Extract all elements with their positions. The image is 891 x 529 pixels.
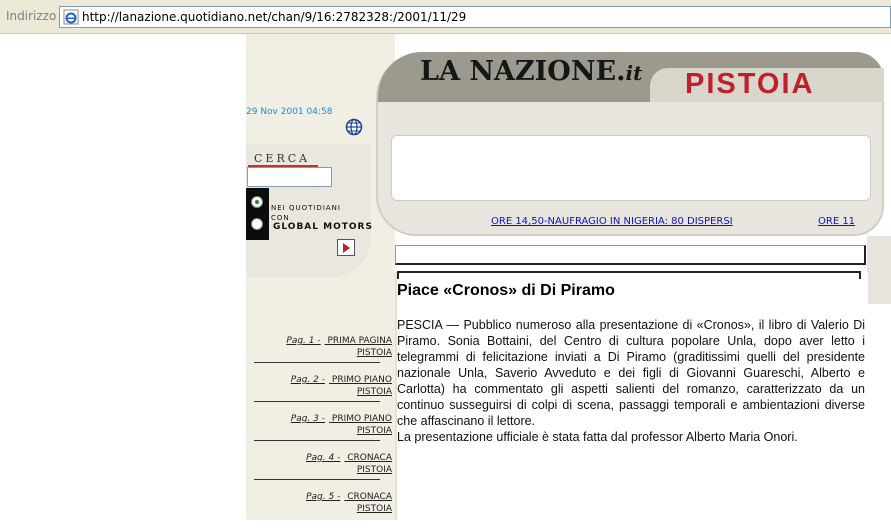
ticker-next-link[interactable]: ORE 11 [818, 216, 856, 227]
nav-item-pag4[interactable] [250, 451, 395, 490]
nav-divider [254, 479, 380, 480]
globe-icon[interactable] [345, 118, 363, 136]
nav-label-2: PISTOIA [356, 387, 392, 397]
radio-global-motors[interactable] [251, 218, 263, 230]
option-line2: CON [271, 214, 290, 222]
nav-item-pag5[interactable] [250, 490, 395, 529]
go-arrow-icon[interactable] [337, 239, 355, 256]
nav-divider [254, 440, 380, 441]
nav-label: PRIMO PIANO [331, 414, 392, 424]
city-name: PISTOIA [685, 68, 815, 100]
option-quotidiani-label [271, 203, 341, 223]
nav-label: CRONACA [347, 453, 392, 463]
radio-strip [246, 188, 269, 240]
nav-item-text[interactable] [306, 491, 392, 515]
page-nav [250, 334, 395, 529]
nav-num: Pag. 1 - [286, 336, 321, 346]
nav-num: Pag. 5 - [306, 492, 341, 502]
article-title: Piace «Cronos» di Di Piramo [397, 282, 615, 299]
nav-item-text[interactable] [291, 413, 392, 437]
radio-quotidiani[interactable] [251, 196, 263, 208]
right-edge-panel [867, 236, 891, 304]
article-frame-top [397, 271, 861, 279]
nav-label-2: PISTOIA [356, 348, 392, 358]
nav-label: CRONACA [347, 492, 392, 502]
ie-page-icon [63, 9, 79, 25]
article-body [397, 317, 865, 445]
nav-item-text[interactable] [286, 335, 392, 359]
option-line1: NEI QUOTIDIANI [271, 204, 341, 212]
nav-item-pag2[interactable] [250, 373, 395, 412]
search-input[interactable] [247, 167, 332, 187]
site-logo[interactable] [420, 56, 642, 87]
nav-label-2: PISTOIA [356, 426, 392, 436]
banner-ad-area[interactable] [391, 135, 871, 201]
nav-item-text[interactable] [291, 374, 392, 398]
article-paragraph-1: PESCIA — Pubblico numeroso alla presentazione di «Cronos», il libro di Valerio Di Piramo. Sonia Bottaini, del Centro di cultura popolare Unla, dopo aver letto i telegrammi di felicitazione inviati a Di Piramo (graditissimi quelli del presidente nazionale Unla, Saverio Avveduto e dei figli di Giovanni Guareschi, Alberto e Carlotta) ha commentato gli aspetti salienti del romanzo, caratterizzato da un continuo susseguirsi di colpi di scena, passaggi temporali e ambientazioni diverse che affascinano il lettore. [397, 318, 865, 428]
logo-suffix: it [625, 61, 643, 85]
nav-label-2: PISTOIA [356, 504, 392, 514]
nav-label: PRIMA PAGINA [327, 336, 392, 346]
nav-divider [254, 401, 380, 402]
nav-item-text[interactable] [306, 452, 392, 476]
option-global-motors-label: GLOBAL MOTORS [273, 222, 373, 232]
nav-num: Pag. 3 - [290, 414, 326, 424]
article-top-bar [395, 245, 866, 265]
nav-item-pag3[interactable] [250, 412, 395, 451]
date-time: 29 Nov 2001 04:58 [246, 107, 333, 117]
ticker-headline-link[interactable]: ORE 14,50-NAUFRAGIO IN NIGERIA: 80 DISPERSI [491, 216, 733, 227]
article-paragraph-2: La presentazione ufficiale è stata fatta dal professor Alberto Maria Onori. [397, 430, 798, 444]
nav-label-2: PISTOIA [356, 465, 392, 475]
nav-divider [254, 362, 380, 363]
url-field[interactable] [59, 6, 891, 28]
logo-main: LA NAZIONE. [420, 56, 626, 87]
search-title: CERCA [254, 152, 311, 165]
nav-num: Pag. 2 - [290, 375, 326, 385]
nav-item-pag1[interactable] [250, 334, 395, 373]
url-text: http://lanazione.quotidiano.net/chan/9/16:2782328:/2001/11/29 [82, 10, 467, 24]
nav-label: PRIMO PIANO [331, 375, 392, 385]
address-bar [0, 0, 891, 34]
address-label: Indirizzo [6, 9, 57, 23]
nav-num: Pag. 4 - [306, 453, 341, 463]
